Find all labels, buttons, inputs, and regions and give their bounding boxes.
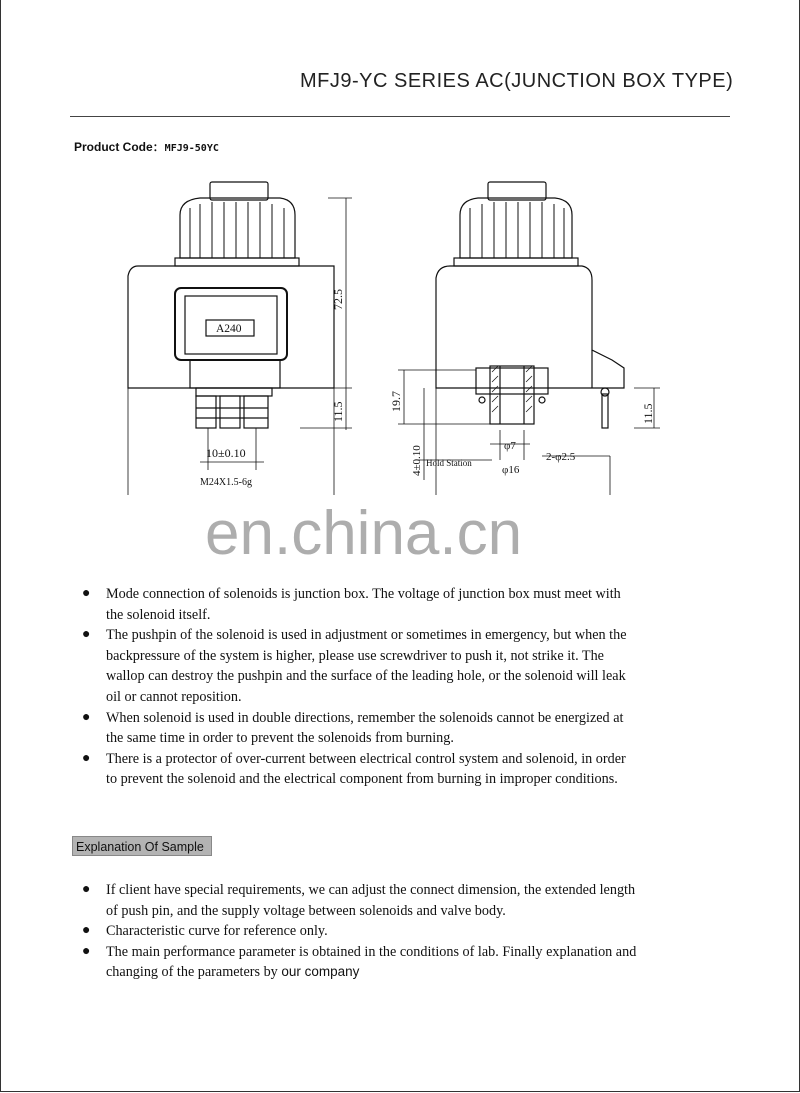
- dim-bottom-left: 11.5: [331, 401, 345, 422]
- list-item: ● If client have special requirements, we can adjust the connect dimension, the extended length of push pin, and the supply voltage between solenoids and valve body.: [82, 882, 636, 919]
- list-item: ● The pushpin of the solenoid is used in adjustment or sometimes in emergency, but when the backpressure of the system is higher, please use screwdriver to push it, not strike it. The wallop can destroy the pushpin and the surface of the leading hole, or the solenoid will leak oil or cannot reposition.: [82, 627, 627, 705]
- dim-tolerance: 4±0.10: [411, 445, 423, 476]
- product-code: [74, 138, 219, 155]
- list-item: ● The main performance parameter is obtained in the conditions of lab. Finally explanation and changing of the parameters by our company: [82, 943, 637, 981]
- dim-width: 10±0.10: [206, 446, 246, 460]
- dim-phi7: φ7: [504, 440, 516, 452]
- dim-phi16: φ16: [502, 464, 520, 476]
- section-heading: Explanation Of Sample: [72, 836, 212, 856]
- side-view: [398, 182, 660, 495]
- dim-thread: M24X1.5-6g: [200, 477, 252, 488]
- dim-197: 19.7: [389, 391, 403, 412]
- sample-notes-list: [80, 880, 640, 983]
- product-code-label: Product Code：: [74, 140, 165, 154]
- dim-bottom-right: 11.5: [641, 403, 655, 424]
- company-text: our company: [281, 964, 360, 980]
- list-item: ● Characteristic curve for reference only.: [82, 923, 328, 940]
- list-item: ● When solenoid is used in double directions, remember the solenoids cannot be energized at the same time in order to prevent the solenoids from burning.: [82, 709, 624, 747]
- page-title: MFJ9-YC SERIES AC(JUNCTION BOX TYPE): [300, 70, 734, 92]
- label-plate: A240: [216, 323, 242, 335]
- notes-list: [80, 584, 640, 790]
- dim-2phi25: 2-φ2.5: [546, 451, 576, 463]
- title-rule: [70, 116, 730, 117]
- hold-station-label: Hold Station: [426, 458, 472, 468]
- watermark: en.china.cn: [205, 499, 523, 568]
- technical-drawing: [0, 160, 800, 500]
- list-item: ● There is a protector of over-current between electrical control system and solenoid, in order to prevent the solenoid and the electrical component from burning in improper conditions.: [82, 750, 626, 788]
- dim-height: 72.5: [331, 289, 345, 310]
- list-item: ● Mode connection of solenoids is junction box. The voltage of junction box must meet with the solenoid itself.: [82, 586, 621, 623]
- product-code-value: MFJ9-50YC: [164, 143, 219, 154]
